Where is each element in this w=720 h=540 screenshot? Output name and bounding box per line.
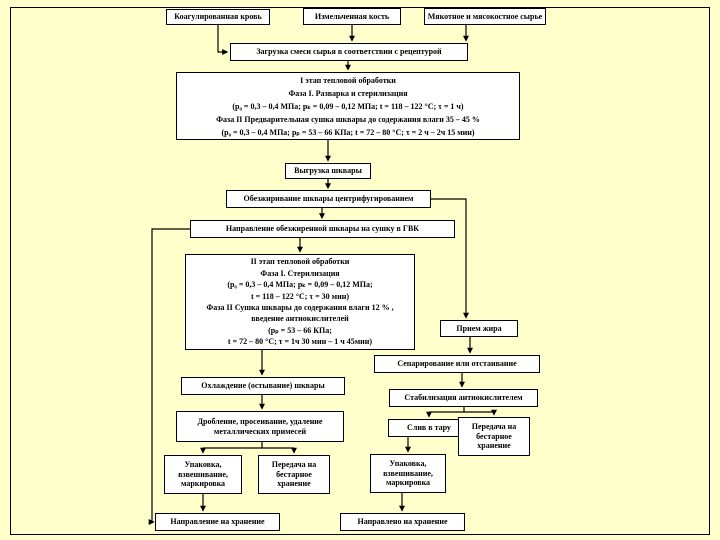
- node-label: Обезжиривание шквары центрифугированием: [243, 194, 414, 204]
- stage2-phase1-params-a: (р₀ = 0,3 – 0,4 МПа; рₖ = 0,09 – 0,12 МПа;: [227, 280, 373, 290]
- stage2-phase1-params-b: t = 118 – 122 °С; τ = 30 мин): [251, 291, 349, 301]
- node-label: Упаковка, взвешивание, маркировка: [383, 459, 433, 488]
- node-meat-bone-raw: [424, 8, 546, 25]
- node-separation-settling: [374, 355, 540, 373]
- stage1-phase1-params: (р₀ = 0,3 – 0,4 МПа; рₖ = 0,09 – 0,12 МПа; t = 118 – 122 °С; τ = 1 ч): [232, 101, 464, 111]
- node-storage-right: [340, 513, 465, 531]
- stage2-phase2: Фаза II Сушка шквары до содержания влаги 12 % ,: [206, 303, 394, 312]
- node-label: Дробление, просеивание, удаление металлических примесей: [197, 417, 323, 436]
- node-fat-reception: [440, 320, 518, 337]
- node-cooling-greaves: [181, 377, 345, 395]
- node-label: Измельченная кость: [314, 11, 390, 21]
- node-antioxidant-stabilization: [389, 389, 538, 407]
- node-label: Стабилизация антиокислителем: [404, 393, 523, 403]
- node-label: Направлено на хранение: [357, 517, 448, 527]
- node-bulk-storage-transfer-left: [258, 455, 330, 494]
- node-storage-left: [155, 513, 280, 531]
- stage2-phase2-params-b: t = 72 – 80 °С; τ = 1ч 30 мин – 1 ч 45мин): [227, 337, 373, 347]
- node-unload-greaves: [285, 163, 371, 179]
- node-label: Коагулированная кровь: [174, 12, 262, 22]
- stage2-phase1: Фаза I. Стерилизация: [260, 268, 340, 278]
- node-label: Мякотное и мясокостное сырье: [427, 11, 543, 21]
- node-load-mixture: [230, 43, 468, 61]
- node-label: Загрузка смеси сырья в соответствии с рецептурой: [256, 47, 442, 57]
- node-label: Направление на хранение: [170, 517, 265, 527]
- stage1-phase2-params: (р₀ = 0,3 – 0,4 МПа; рₚ = 53 – 66 КПа; t = 72 – 80 °С; τ = 2 ч – 2ч 15 мин): [221, 127, 475, 137]
- node-send-to-gvk-drying: [190, 220, 455, 238]
- stage1-phase2: Фаза II Предварительная сушка шквары до содержания влаги 35 – 45 %: [216, 114, 480, 124]
- node-crushing-sieving: [176, 411, 344, 442]
- stage2-phase2-params-a: (рₚ = 53 – 66 КПа;: [268, 325, 332, 335]
- node-bulk-storage-transfer-right: [458, 417, 530, 456]
- stage2-phase2-b: введение антиокислителей: [251, 314, 349, 324]
- node-coagulated-blood: [166, 9, 270, 25]
- stage2-title: II этап тепловой обработки: [250, 257, 350, 267]
- node-stage2-heat-treatment: [185, 254, 415, 350]
- stage1-phase1: Фаза I. Разварка и стерилизация: [288, 88, 408, 98]
- node-label: Охлаждение (остывание) шквары: [201, 381, 325, 391]
- node-label: Выгрузка шквары: [294, 166, 362, 176]
- node-packing-weighing-right: [370, 454, 446, 493]
- node-label: Упаковка, взвешивание, маркировка: [178, 460, 228, 489]
- node-label: Передача на бестарное хранение: [471, 422, 517, 451]
- node-label: Направление обезжиренной шквары на сушку в ГВК: [225, 224, 420, 234]
- node-stage1-heat-treatment: [176, 72, 520, 140]
- node-defatting-centrifuge: [226, 190, 431, 208]
- node-label: Прием жира: [456, 323, 502, 333]
- node-label: Сепарирование или отстаивание: [397, 359, 517, 369]
- node-packing-weighing-left: [164, 455, 242, 494]
- stage1-title: I этап тепловой обработки: [300, 75, 396, 85]
- node-crushed-bone: [303, 8, 401, 25]
- node-label: Передача на бестарное хранение: [271, 460, 317, 489]
- node-label: Слив в тару: [407, 423, 451, 433]
